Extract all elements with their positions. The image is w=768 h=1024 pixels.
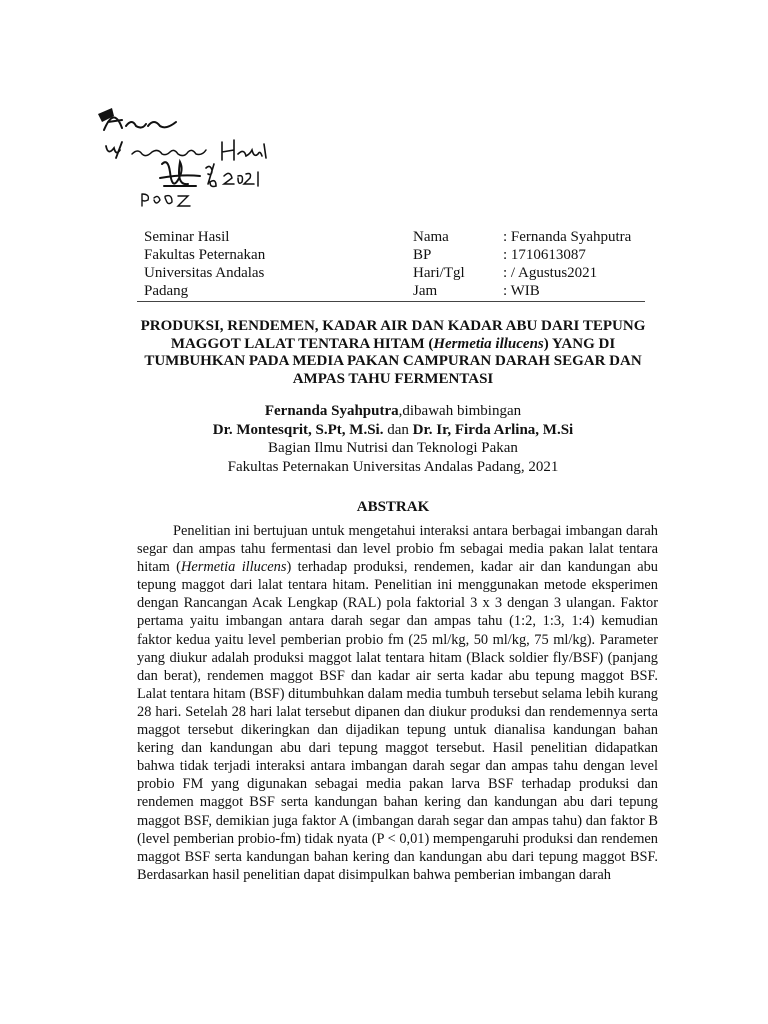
- faculty-line: Fakultas Peternakan Universitas Andalas Padang, 2021: [227, 458, 559, 475]
- time-value: : WIB: [503, 283, 540, 299]
- faculty-label: Fakultas Peternakan: [144, 247, 266, 263]
- seminar-label: Seminar Hasil: [144, 229, 230, 245]
- abstract-species: Hermetia illucens: [180, 559, 287, 576]
- abstract-part-1: Penelitian ini bertujuan untuk mengetahui interaksi antara berbagai imbangan darah segar dan ampas tahu fermentasi dan level probio fm sebagai media pakan lalat tentara hitam (: [137, 523, 658, 576]
- abstract-heading: ABSTRAK: [356, 499, 430, 515]
- university-label: Universitas Andalas: [144, 265, 265, 281]
- abstract-text: [137, 522, 658, 884]
- header-field-values: [503, 228, 631, 300]
- time-label: Jam: [413, 283, 438, 299]
- nama-value: : Fernanda Syahputra: [503, 229, 632, 245]
- author-suffix: ,dibawah bimbingan: [398, 403, 522, 419]
- nama-label: Nama: [413, 229, 449, 245]
- author-line: [130, 402, 656, 421]
- header-field-labels: [413, 228, 465, 300]
- header-divider: [137, 301, 645, 302]
- date-label: Hari/Tgl: [413, 265, 465, 281]
- supervisor-1: Dr. Montesqrit, S.Pt, M.Si.: [212, 421, 384, 438]
- title-part-2: ) YANG DI TUMBUHKAN PADA MEDIA PAKAN CAMPURAN DARAH SEGAR DAN AMPAS TAHU FERMENTASI: [144, 335, 642, 387]
- department-line: Bagian Ilmu Nutrisi dan Teknologi Pakan: [268, 440, 518, 456]
- city-label: Padang: [144, 283, 189, 299]
- title-part-1: PRODUKSI, RENDEMEN, KADAR AIR DAN KADAR ABU DARI TEPUNG MAGGOT LALAT TENTARA HITAM (: [140, 318, 646, 352]
- paper-title: [130, 318, 656, 388]
- bp-label: BP: [413, 247, 432, 263]
- author-block: [130, 402, 656, 476]
- author-name: Fernanda Syahputra: [264, 403, 399, 419]
- header-left-column: [144, 228, 265, 300]
- supervisor-2: Dr. Ir, Firda Arlina, M.Si: [412, 421, 574, 438]
- bp-value: : 1710613087: [503, 247, 586, 263]
- abstract-part-2: ) terhadap produksi, rendemen, kadar air dan kandungan abu tepung maggot dari lalat tentara hitam. Penelitian ini menggunakan metode eksperimen dengan Rancangan Acak Lengkap (RAL) pola faktorial 3 x 3 dengan 3 ulangan. Faktor pertama yaitu imbangan antara darah segar dan ampas tahu (1:2, 1:3, 1:4) kemudian faktor kedua yaitu level pemberian probio fm (25 ml/kg, 50 ml/kg, 75 ml/kg). Parameter yang diukur adalah produksi maggot lalat tentara hitam (Black soldier fly/BSF) (panjang dan berat), rendemen maggot BSF dan kadar air serta kadar abu tepung maggot BSF. Lalat tentara hitam (BSF) ditumbuhkan dalam media tumbuh tersebut selama lebih kurang 28 hari. Setelah 28 hari lalat tersebut dipanen dan diukur produksi dan rendemennya serta maggot tersebut dikeringkan dan dijadikan tepung untuk dianalisa kandungan bahan kering dan kandungan abu dari tepung maggot tersebut. Hasil penelitian didapatkan bahwa tidak terjadi interaksi antara imbangan darah segar dan ampas tahu dengan level probio FM yang digunakan sebagai media pakan larva BSF terhadap produksi dan rendemen maggot BSF serta kandungan bahan kering dan kandungan abu dari tepung maggot BSF, demikian juga faktor A (imbangan darah segar dan ampas tahu) dan faktor B (level pemberian probio-fm) tidak nyata (P < 0,01) mempengaruhi produksi dan rendemen maggot BSF serta kandungan bahan kering dan kandungan abu dari tepung maggot BSF. Berdasarkan hasil penelitian dapat disimpulkan bahwa pemberian imbangan darah: [137, 559, 658, 883]
- title-species: Hermetia illucens: [433, 335, 544, 352]
- handwritten-signature-note: [92, 100, 282, 210]
- date-value: : / Agustus2021: [503, 265, 598, 281]
- supervisor-line: [130, 421, 656, 440]
- supervisor-connector: dan: [383, 421, 413, 438]
